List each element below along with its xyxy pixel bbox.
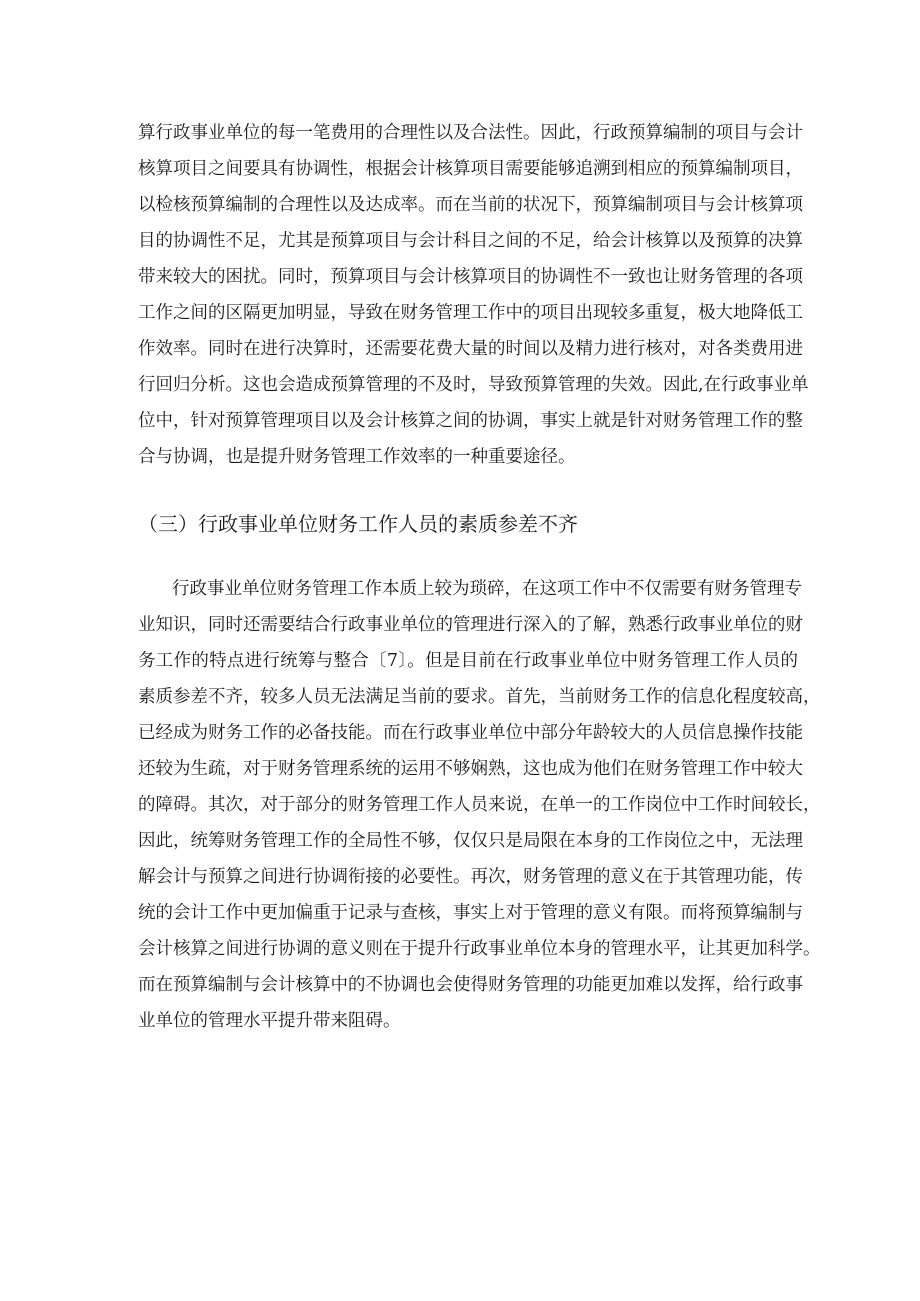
paragraph-line: 因此，统筹财务管理工作的全局性不够，仅仅只是局限在本身的工作岗位之中，无法理: [138, 831, 803, 851]
paragraph-line: 合与协调，也是提升财务管理工作效率的一种重要途径。: [138, 447, 576, 467]
paragraph-line: 务工作的特点进行统筹与整合〔7〕。但是目前在行政事业单位中财务管理工作人员的: [138, 651, 798, 671]
paragraph-line: 算行政事业单位的每一笔费用的合理性以及合法性。因此，行政预算编制的项目与会计: [138, 123, 803, 143]
paragraph-line: 工作之间的区隔更加明显，导致在财务管理工作中的项目出现较多重复，极大地降低工: [138, 303, 803, 323]
paragraph-line: 带来较大的困扰。同时，预算项目与会计核算项目的协调性不一致也让财务管理的各项: [138, 267, 803, 287]
paragraph-line: 行政事业单位财务管理工作本质上较为琐碎，在这项工作中不仅需要有财务管理专: [172, 579, 802, 599]
paragraph-line: 素质参差不齐，较多人员无法满足当前的要求。首先，当前财务工作的信息化程度较高，: [138, 687, 821, 707]
section-heading: （三）行政事业单位财务工作人员的素质参差不齐: [138, 512, 578, 536]
paragraph-line: 位中，针对预算管理项目以及会计核算之间的协调，事实上就是针对财务管理工作的整: [138, 411, 803, 431]
paragraph-line: 作效率。同时在进行决算时，还需要花费大量的时间以及精力进行核对，对各类费用进: [138, 339, 803, 359]
paragraph-line: 会计核算之间进行协调的意义则在于提升行政事业单位本身的管理水平，让其更加科学。: [138, 939, 821, 959]
paragraph-line: 业单位的管理水平提升带来阻碍。: [138, 1011, 401, 1031]
paragraph-line: 核算项目之间要具有协调性，根据会计核算项目需要能够追溯到相应的预算编制项目，: [138, 159, 803, 179]
paragraph-line: 已经成为财务工作的必备技能。而在行政事业单位中部分年龄较大的人员信息操作技能: [138, 723, 803, 743]
paragraph-line: 业知识，同时还需要结合行政事业单位的管理进行深入的了解，熟悉行政事业单位的财: [138, 615, 803, 635]
paragraph-line: 目的协调性不足，尤其是预算项目与会计科目之间的不足，给会计核算以及预算的决算: [138, 231, 803, 251]
paragraph-line: 还较为生疏，对于财务管理系统的运用不够娴熟，这也成为他们在财务管理工作中较大: [138, 759, 803, 779]
paragraph-line: 解会计与预算之间进行协调衔接的必要性。再次，财务管理的意义在于其管理功能，传: [138, 867, 803, 887]
paragraph-line: 统的会计工作中更加偏重于记录与查核，事实上对于管理的意义有限。而将预算编制与: [138, 903, 803, 923]
paragraph-line: 以检核预算编制的合理性以及达成率。而在当前的状况下，预算编制项目与会计核算项: [138, 195, 803, 215]
paragraph-line: 的障碍。其次，对于部分的财务管理工作人员来说，在单一的工作岗位中工作时间较长，: [138, 795, 821, 815]
paragraph-line: 行回归分析。这也会造成预算管理的不及时，导致预算管理的失效。因此,在行政事业单: [138, 375, 809, 395]
paragraph-line: 而在预算编制与会计核算中的不协调也会使得财务管理的功能更加难以发挥，给行政事: [138, 975, 803, 995]
